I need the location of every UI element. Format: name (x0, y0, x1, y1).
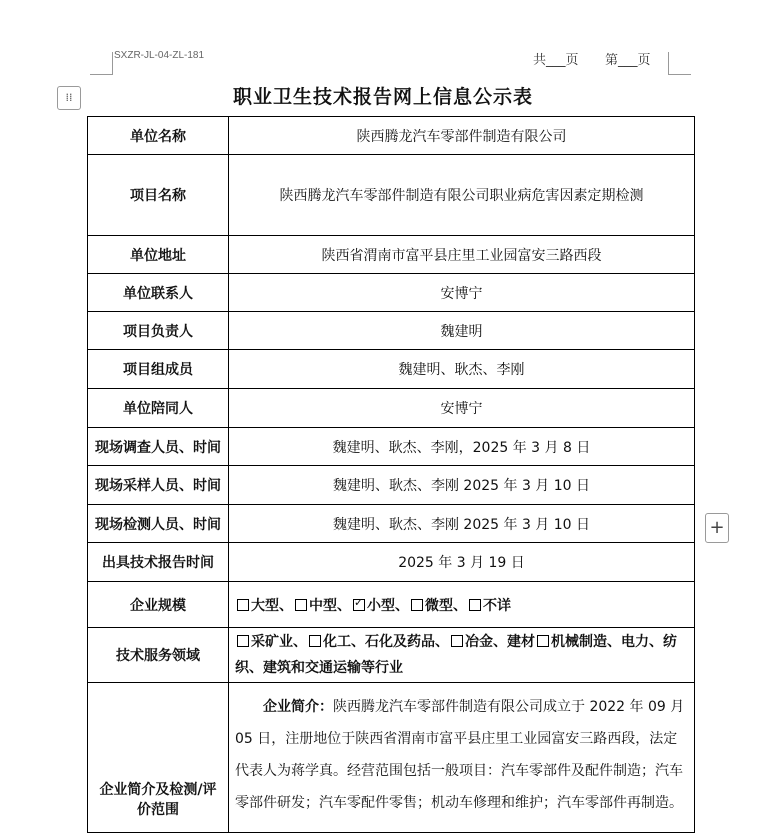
table-row (88, 274, 695, 312)
add-row-plus-icon[interactable]: + (705, 513, 729, 543)
table-row (88, 628, 695, 683)
table-row (88, 389, 695, 428)
table-row (88, 466, 695, 505)
intro-text: 陕西腾龙汽车零部件制造有限公司成立于 2022 年 09 月 05 日，注册地位于陕西省渭南市富平县庄里工业园富安三路西段，法定代表人为蒋学真。经营范围包括一般项目：汽车零部件及配件制造；汽车零部件研发；汽车零配件零售；机动车修理和维护；汽车零部件再制造。 (235, 699, 685, 811)
checkbox-icon[interactable] (469, 599, 481, 611)
checkbox-icon[interactable] (237, 599, 249, 611)
unit-name-label: 单位名称 (88, 117, 229, 155)
unit-address-label: 单位地址 (88, 236, 229, 274)
project-members-label: 项目组成员 (88, 350, 229, 389)
project-name-value[interactable]: 陕西腾龙汽车零部件制造有限公司职业病危害因素定期检测 (229, 155, 695, 236)
table-row (88, 505, 695, 543)
table-row (88, 117, 695, 155)
scale-option-small[interactable]: ✓ 小型、 (351, 598, 409, 614)
service-domain-options (229, 628, 695, 683)
report-date-label: 出具技术报告时间 (88, 543, 229, 582)
project-lead-label: 项目负责人 (88, 312, 229, 350)
table-row (88, 582, 695, 628)
checkbox-icon[interactable] (237, 635, 249, 647)
project-lead-value[interactable]: 魏建明 (229, 312, 695, 350)
domain-option-machinery[interactable]: 机械制造、电力、纺织、建筑和交通运输等行业 (235, 634, 677, 676)
unit-escort-value[interactable]: 安博宁 (229, 389, 695, 428)
project-name-label: 项目名称 (88, 155, 229, 236)
table-row (88, 155, 695, 236)
site-survey-label: 现场调查人员、时间 (88, 428, 229, 466)
document-code: SXZR-JL-04-ZL-181 (114, 50, 205, 61)
unit-contact-label: 单位联系人 (88, 274, 229, 312)
report-date-value[interactable]: 2025 年 3 月 19 日 (229, 543, 695, 582)
unit-escort-label: 单位陪同人 (88, 389, 229, 428)
crop-mark-left (90, 52, 113, 75)
checked-checkbox-icon[interactable] (353, 599, 365, 611)
site-sampling-label: 现场采样人员、时间 (88, 466, 229, 505)
checkbox-icon[interactable] (411, 599, 423, 611)
scale-option-medium[interactable]: 中型、 (293, 598, 351, 614)
site-survey-value[interactable]: 魏建明、耿杰、李刚，2025 年 3 月 8 日 (229, 428, 695, 466)
table-move-handle-icon[interactable]: ⁞⁞ (57, 86, 81, 110)
table-row (88, 350, 695, 389)
crop-mark-right (668, 52, 691, 75)
enterprise-scale-options (229, 582, 695, 628)
unit-address-value[interactable]: 陕西省渭南市富平县庄里工业园富安三路西段 (229, 236, 695, 274)
table-row (88, 312, 695, 350)
checkbox-icon[interactable] (309, 635, 321, 647)
site-sampling-value[interactable]: 魏建明、耿杰、李刚 2025 年 3 月 10 日 (229, 466, 695, 505)
project-members-value[interactable]: 魏建明、耿杰、李刚 (229, 350, 695, 389)
intro-label: 企业简介及检测/评价范围 (88, 683, 229, 833)
checkbox-icon[interactable] (451, 635, 463, 647)
table-row (88, 428, 695, 466)
table-row (88, 683, 695, 833)
site-testing-value[interactable]: 魏建明、耿杰、李刚 2025 年 3 月 10 日 (229, 505, 695, 543)
page-current: 第___页 (605, 53, 651, 68)
page-total: 共___页 (533, 53, 579, 68)
page-title: 职业卫生技术报告网上信息公示表 (232, 86, 533, 108)
unit-name-value[interactable]: 陕西腾龙汽车零部件制造有限公司 (229, 117, 695, 155)
domain-option-chemical[interactable]: 化工、石化及药品、 (307, 634, 449, 650)
intro-heading: 企业简介： (263, 699, 333, 715)
table-row (88, 543, 695, 582)
enterprise-scale-label: 企业规模 (88, 582, 229, 628)
domain-option-mining[interactable]: 采矿业、 (235, 634, 307, 650)
table-row (88, 236, 695, 274)
checkbox-icon[interactable] (295, 599, 307, 611)
scale-option-micro[interactable]: 微型、 (409, 598, 467, 614)
scale-option-large[interactable]: 大型、 (235, 598, 293, 614)
site-testing-label: 现场检测人员、时间 (88, 505, 229, 543)
unit-contact-value[interactable]: 安博宁 (229, 274, 695, 312)
info-table (87, 116, 695, 833)
service-domain-label: 技术服务领域 (88, 628, 229, 683)
intro-value[interactable] (229, 683, 695, 833)
scale-option-unknown[interactable]: 不详 (467, 598, 511, 614)
domain-option-metallurgy[interactable]: 冶金、建材 (449, 634, 535, 650)
checkbox-icon[interactable] (537, 635, 549, 647)
